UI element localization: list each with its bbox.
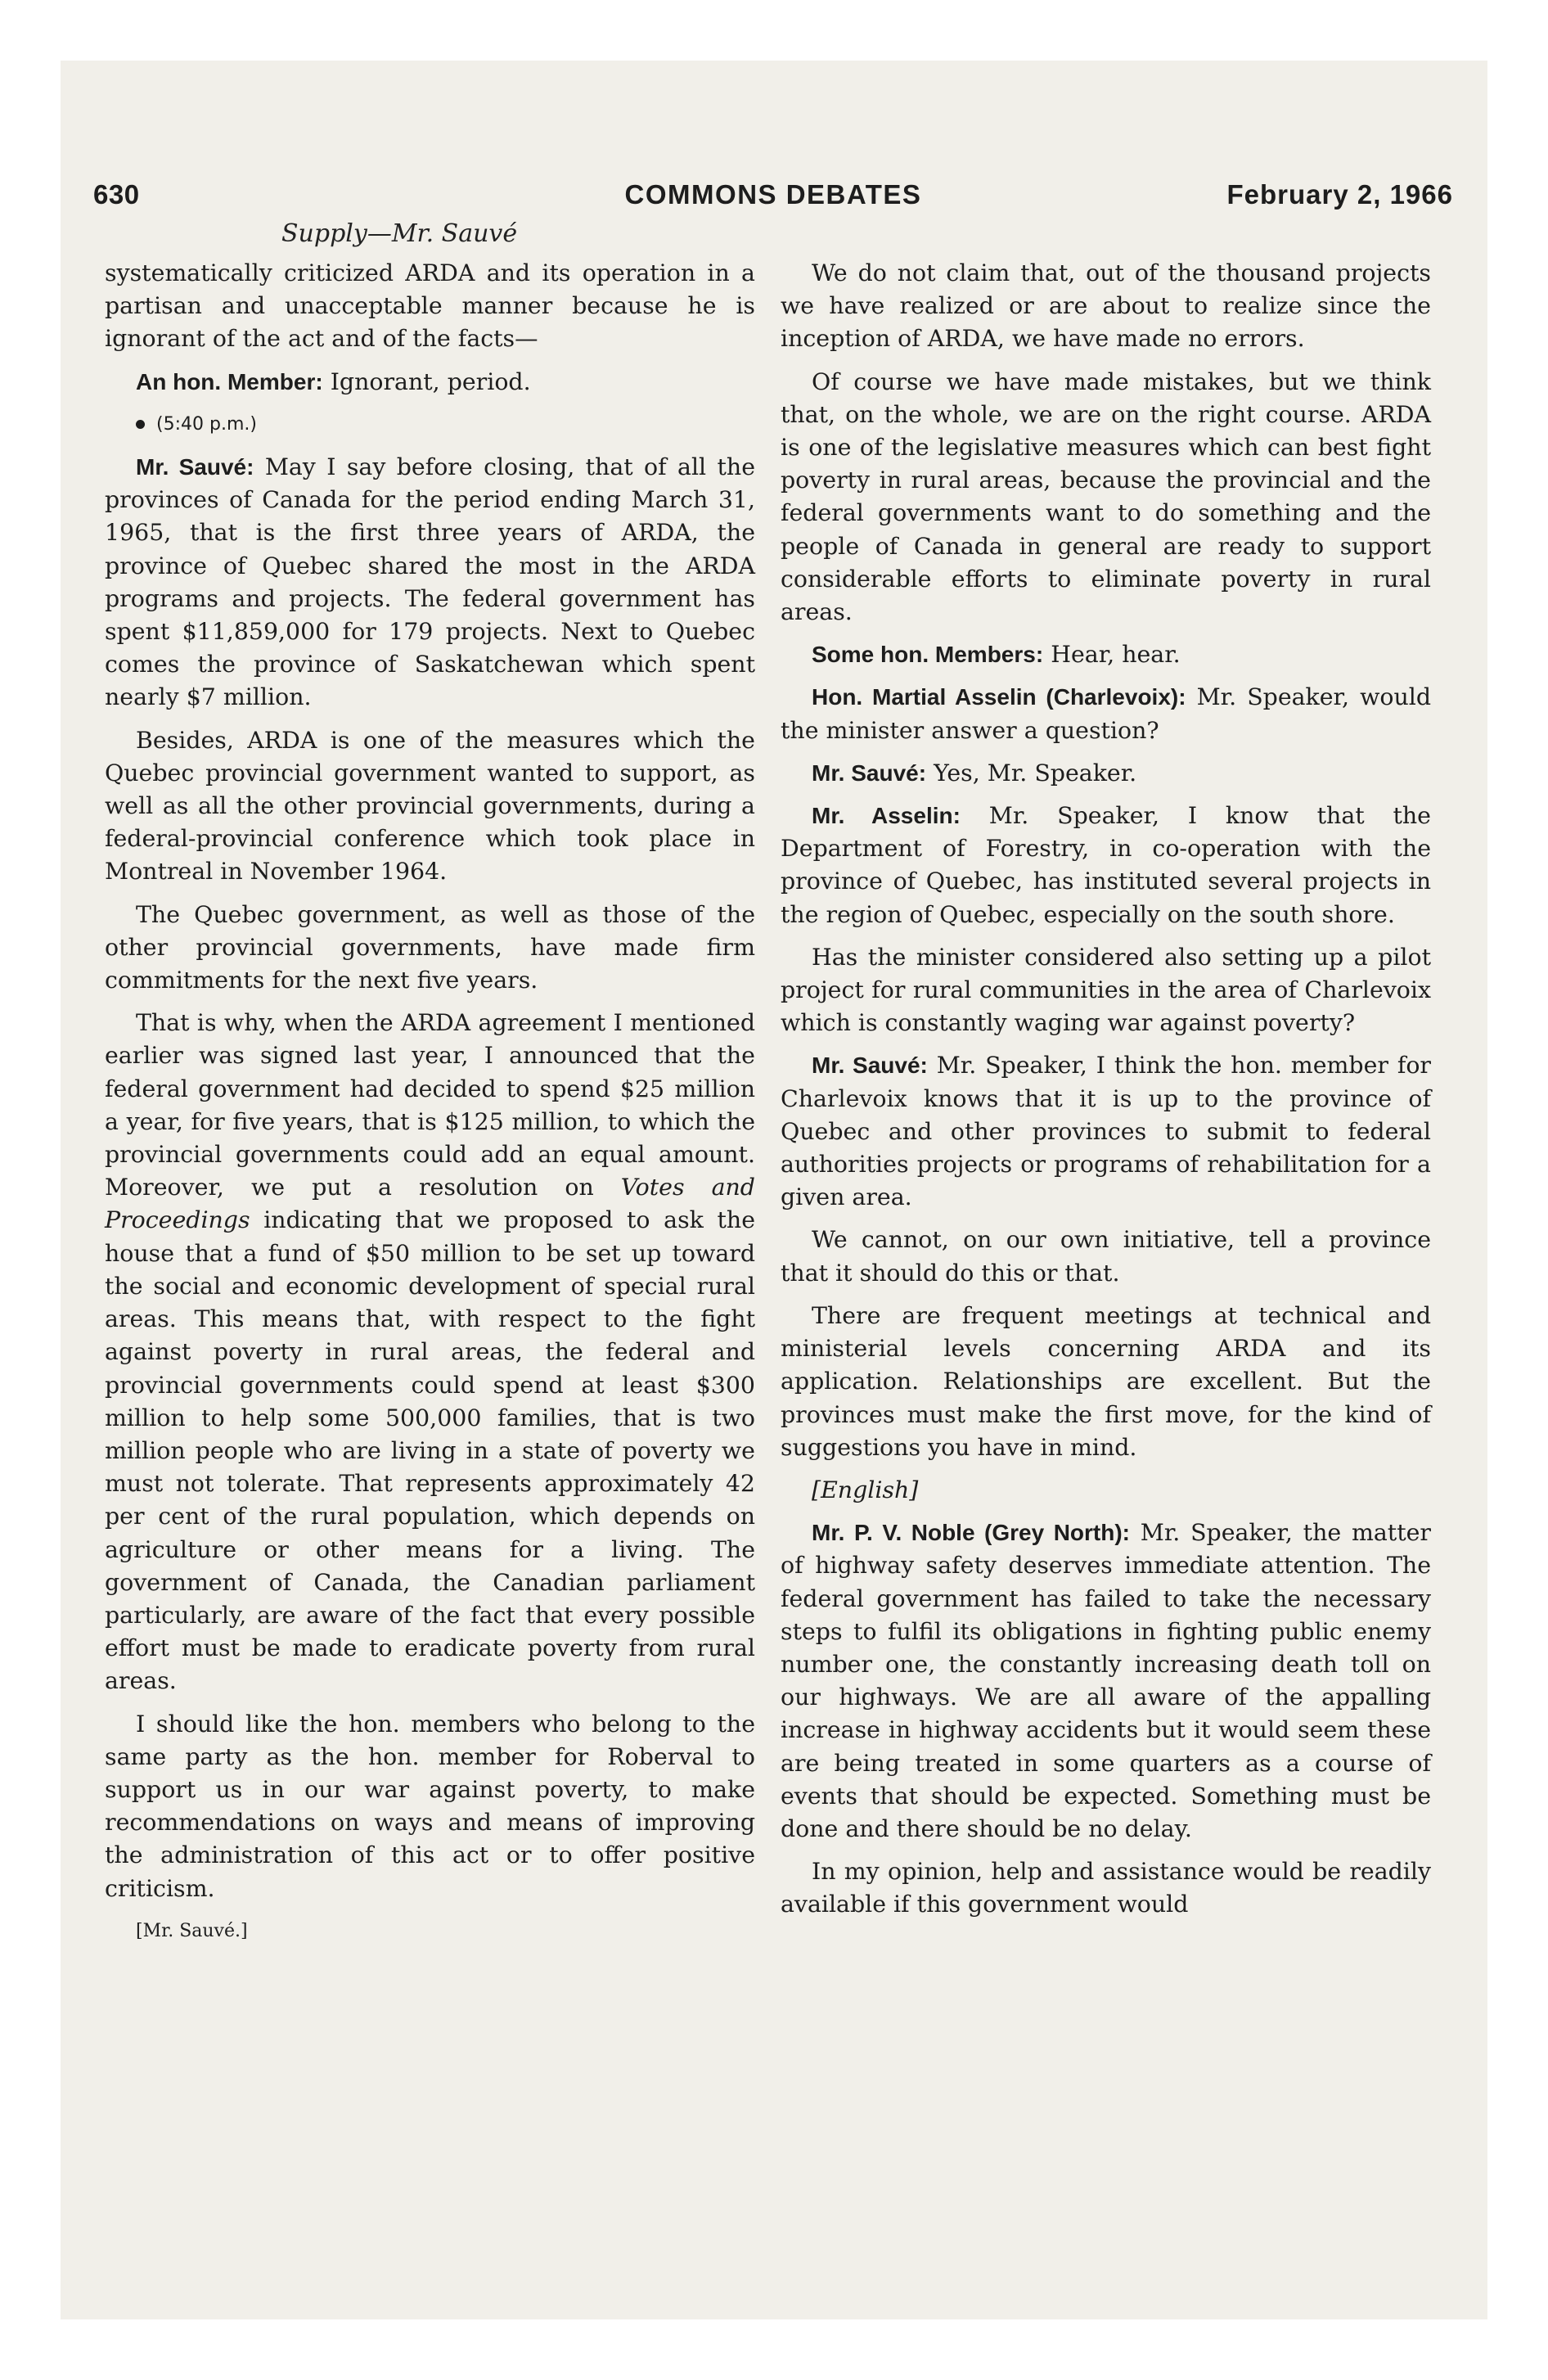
speech-text: That is why, when the ARDA agreement I mentioned earlier was signed last year, I announced that the federal government had decided to spend $25 million a year, for five years, that is $125 million, to which the provincial governments could add an equal amount. Moreover, we put a resolution on <box>105 1009 755 1201</box>
paragraph <box>781 638 1431 671</box>
timestamp-text: (5:40 p.m.) <box>156 413 257 435</box>
speaker-footnote: [Mr. Sauvé.] <box>136 1920 248 1941</box>
speaker-name: Mr. P. V. Noble (Grey North): <box>812 1520 1131 1546</box>
paragraph: Has the minister considered also setting up a pilot project for rural communities in the area of Charlevoix which is constantly waging war against poverty? <box>781 943 1431 1037</box>
page-number: 630 <box>93 179 140 210</box>
paragraph <box>781 800 1431 931</box>
paragraph: Of course we have made mistakes, but we think that, on the whole, we are on the right course. ARDA is one of the legislative measures which can best fight poverty in rural areas, because the provincial and the federal governments want to do something and the people of Canada in general are ready to support considerable efforts to eliminate poverty in rural areas. <box>781 367 1431 626</box>
speech-text: Ignorant, period. <box>330 367 531 395</box>
paragraph: The Quebec government, as well as those of the other provincial governments, have made firm commitments for the next five years. <box>105 900 755 994</box>
paragraph: There are frequent meetings at technical and ministerial levels concerning ARDA and its application. Relationships are excellent. But the provinces must make the first move, for the kind of suggestions you have in mind. <box>781 1301 1431 1461</box>
paragraph: In my opinion, help and assistance would be readily available if this government would <box>781 1858 1431 1918</box>
paragraph: We do not claim that, out of the thousand projects we have realized or are about to realize since the inception of ARDA, we have made no errors. <box>781 259 1431 353</box>
paragraph <box>105 366 755 399</box>
publication-date: February 2, 1966 <box>1226 179 1453 210</box>
page-header <box>93 179 1453 225</box>
speech-text: Mr. Speaker, I know that the Department of Forestry, in co-operation with the province of Quebec, has instituted several projects in the region of Quebec, especially on the south shore. <box>781 802 1431 928</box>
italic-reference: Votes and Proceedings <box>105 1174 755 1234</box>
paragraph: systematically criticized ARDA and its operation in a partisan and unacceptable manner because he is ignorant of the act and of the facts— <box>105 259 755 353</box>
speaker-name: Some hon. Members: <box>812 642 1044 668</box>
speech-text: May I say before closing, that of all the provinces of Canada for the period ending March 31, 1965, that is the first three years of ARDA, the province of Quebec shared the most in the ARDA programs and projects. The federal government has spent $11,859,000 for 179 projects. Next to Quebec comes the province of Saskatchewan which spent nearly $7 million. <box>105 453 755 711</box>
speech-text: Mr. Speaker, would the minister answer a question? <box>781 683 1432 744</box>
paragraph <box>781 1049 1431 1214</box>
running-subhead: Supply—Mr. Sauvé <box>281 219 518 248</box>
paragraph <box>781 681 1431 746</box>
paragraph: We cannot, on our own initiative, tell a province that it should do this or that. <box>781 1226 1431 1287</box>
paragraph <box>105 451 755 714</box>
timestamp <box>105 408 755 441</box>
speaker-name: Hon. Martial Asselin (Charlevoix): <box>812 684 1186 710</box>
speech-text: Hear, hear. <box>1051 641 1181 669</box>
speech-text: Mr. Speaker, the matter of highway safety deserves immediate attention. The federal government has failed to take the necessary steps to fulfil its obligations in fighting public enemy number one, the constantly increasing death toll on our highways. We are all aware of the appalling increase in highway accidents but it would seem these are being treated in some quarters as a course of events that should be expected. Something must be done and there should be no delay. <box>781 1519 1431 1842</box>
paragraph: I should like the hon. members who belong to the same party as the hon. member for Roberval to support us in our war against poverty, to make recommendations on ways and means of improving the administration of this act or to offer positive criticism. <box>105 1710 755 1902</box>
paragraph: Besides, ARDA is one of the measures which the Quebec provincial government wanted to support, as well as all the other provincial governments, during a federal-provincial conference which took place in Montreal in November 1964. <box>105 726 755 886</box>
publication-title: COMMONS DEBATES <box>624 179 922 210</box>
speech-text: Yes, Mr. Speaker. <box>934 759 1137 787</box>
language-marker: [English] <box>812 1476 919 1503</box>
speech-text: indicating that we proposed to ask the house that a fund of $50 million to be set up toward the social and economic development of special rural areas. This means that, with respect to the fight against poverty in rural areas, the federal and provincial governments could spend at least $300 million to help some 500,000 families, that is two million people who are living in a state of poverty we must not tolerate. That represents approximately 42 per cent of the rural population, which depends on agriculture or other means for a living. The government of Canada, the Canadian parliament particularly, are aware of the fact that every possible effort must be made to eradicate poverty from rural areas. <box>105 1206 755 1695</box>
speech-text: Mr. Speaker, I think the hon. member for Charlevoix knows that it is up to the province of Quebec and other provinces to submit to federal authorities projects or programs of rehabilitation for a given area. <box>781 1052 1431 1211</box>
page-scan <box>61 61 1487 2319</box>
speaker-name: Mr. Sauvé: <box>812 760 927 786</box>
speaker-name: Mr. Sauvé: <box>812 1053 928 1079</box>
left-column <box>105 257 755 1958</box>
speaker-name: Mr. Asselin: <box>812 803 961 829</box>
paragraph <box>105 1007 755 1697</box>
bullet-icon <box>136 420 145 429</box>
speaker-name: Mr. Sauvé: <box>136 454 254 480</box>
speaker-name: An hon. Member: <box>136 368 323 394</box>
paragraph <box>781 757 1431 790</box>
paragraph <box>781 1517 1431 1846</box>
right-column <box>781 257 1431 1931</box>
